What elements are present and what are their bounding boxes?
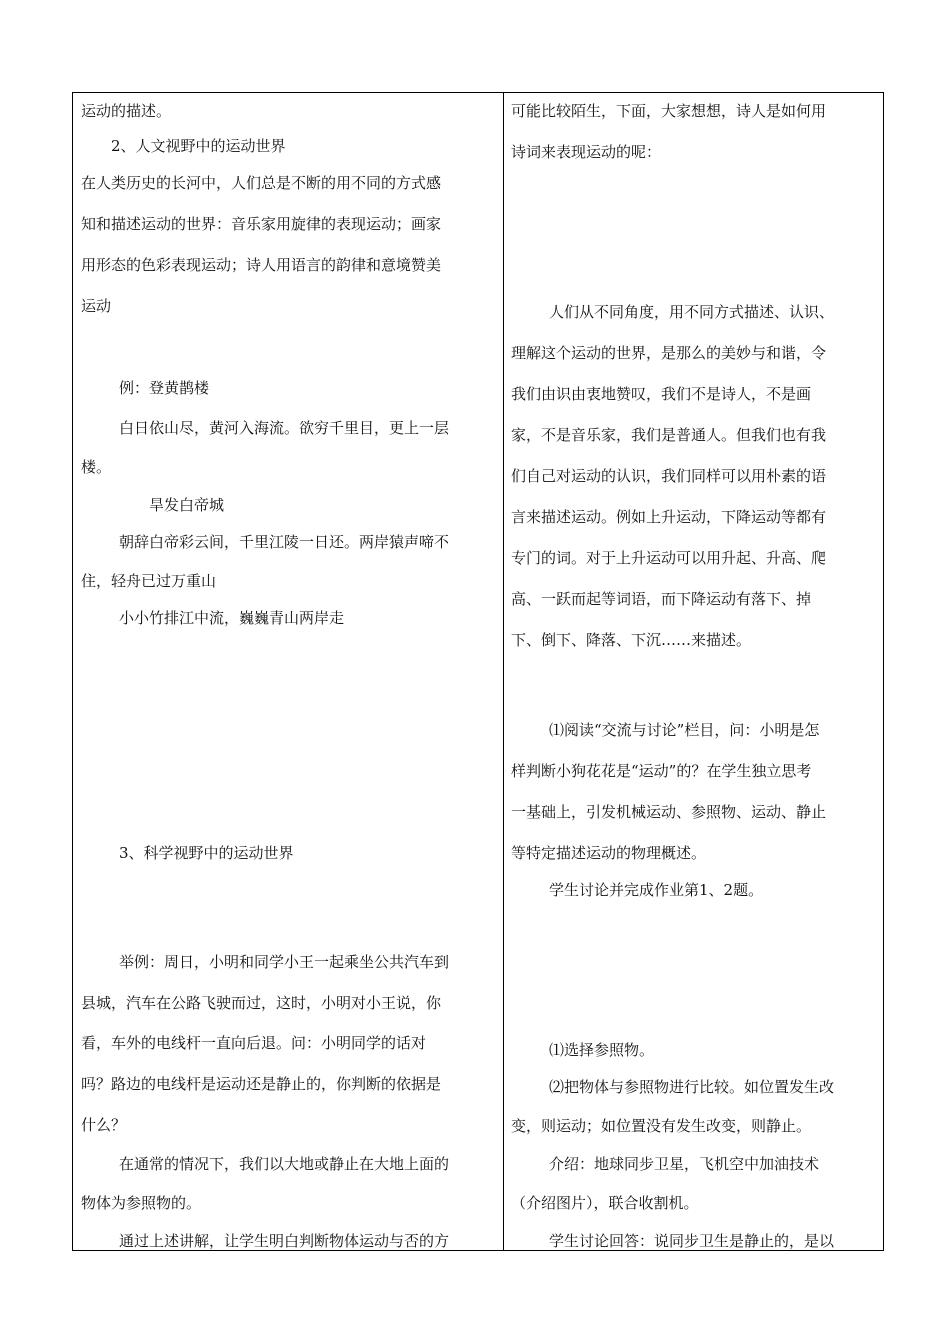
column-divider: [503, 93, 504, 1250]
right-column-line: 高、一跃而起等词语，而下降运动有落下、掉: [511, 590, 812, 608]
right-column-line: 一基础上，引发机械运动、参照物、运动、静止: [511, 803, 827, 821]
left-column-line: 知和描述运动的世界：音乐家用旋律的表现运动；画家: [81, 215, 442, 233]
right-column-line: ⑴阅读“交流与讨论”栏目，问：小明是怎: [549, 721, 820, 739]
right-column-line: 理解这个运动的世界，是那么的美妙与和谐，令: [511, 344, 827, 362]
right-column-line: 等特定描述运动的物理概述。: [511, 844, 707, 862]
left-column-line: 吗？路边的电线杆是运动还是静止的，你判断的依据是: [81, 1075, 442, 1093]
left-column-line: 楼。: [81, 458, 112, 476]
right-column-line: 学生讨论回答：说同步卫生是静止的，是以: [549, 1232, 835, 1250]
left-column-line: 运动: [81, 297, 112, 315]
left-column-line: 2、人文视野中的运动世界: [111, 137, 286, 155]
left-column-line: 举例：周日，小明和同学小王一起乘坐公共汽车到: [119, 953, 450, 971]
left-column-line: 通过上述讲解，让学生明白判断物体运动与否的方: [119, 1232, 450, 1250]
right-column-line: ⑵把物体与参照物进行比较。如位置发生改: [549, 1078, 835, 1096]
right-column-line: 介绍：地球同步卫星，飞机空中加油技术: [549, 1155, 820, 1173]
left-column-line: 旱发白帝城: [149, 496, 225, 514]
right-column-line: 言来描述运动。例如上升运动，下降运动等都有: [511, 508, 827, 526]
lesson-table: [72, 92, 884, 1251]
left-column-line: 住，轻舟已过万重山: [81, 572, 217, 590]
left-column-line: 看，车外的电线杆一直向后退。问：小明同学的话对: [81, 1034, 427, 1052]
right-column-line: 变，则运动；如位置没有发生改变，则静止。: [511, 1117, 812, 1135]
right-column-line: 下、倒下、降落、下沉……来描述。: [511, 631, 752, 649]
left-column-line: 在人类历史的长河中，人们总是不断的用不同的方式感: [81, 174, 442, 192]
left-column-line: 例：登黄鹊楼: [119, 379, 210, 397]
left-column-line: 县城，汽车在公路飞驶而过，这时，小明对小王说，你: [81, 994, 442, 1012]
right-column-line: 家，不是音乐家，我们是普通人。但我们也有我: [511, 426, 827, 444]
right-column-line: 们自己对运动的认识，我们同样可以用朴素的语: [511, 467, 827, 485]
right-column-line: 诗词来表现运动的呢：: [511, 143, 662, 161]
right-column-line: 我们由识由衷地赞叹，我们不是诗人，不是画: [511, 385, 812, 403]
left-column-line: 3、科学视野中的运动世界: [119, 844, 294, 862]
right-column-line: ⑴选择参照物。: [549, 1041, 655, 1059]
left-column-line: 白日依山尽，黄河入海流。欲穷千里目，更上一层: [119, 419, 450, 437]
right-column-line: 人们从不同角度，用不同方式描述、认识、: [549, 303, 835, 321]
left-column-line: 用形态的色彩表现运动；诗人用语言的韵律和意境赞美: [81, 256, 442, 274]
right-column-line: 学生讨论并完成作业第1、2题。: [549, 881, 764, 899]
right-column-line: 专门的词。对于上升运动可以用升起、升高、爬: [511, 549, 827, 567]
left-column-line: 什么？: [81, 1116, 127, 1134]
right-column-line: 可能比较陌生，下面，大家想想，诗人是如何用: [511, 102, 827, 120]
right-column-line: （介绍图片），联合收割机。: [511, 1194, 699, 1212]
left-column-line: 运动的描述。: [81, 102, 172, 120]
left-column-line: 在通常的情况下，我们以大地或静止在大地上面的: [119, 1155, 450, 1173]
right-column-line: 样判断小狗花花是“运动”的？在学生独立思考: [511, 762, 812, 780]
left-column-line: 小小竹排江中流，巍巍青山两岸走: [119, 609, 345, 627]
left-column-line: 物体为参照物的。: [81, 1194, 202, 1212]
left-column-line: 朝辞白帝彩云间，千里江陵一日还。两岸猿声啼不: [119, 533, 450, 551]
